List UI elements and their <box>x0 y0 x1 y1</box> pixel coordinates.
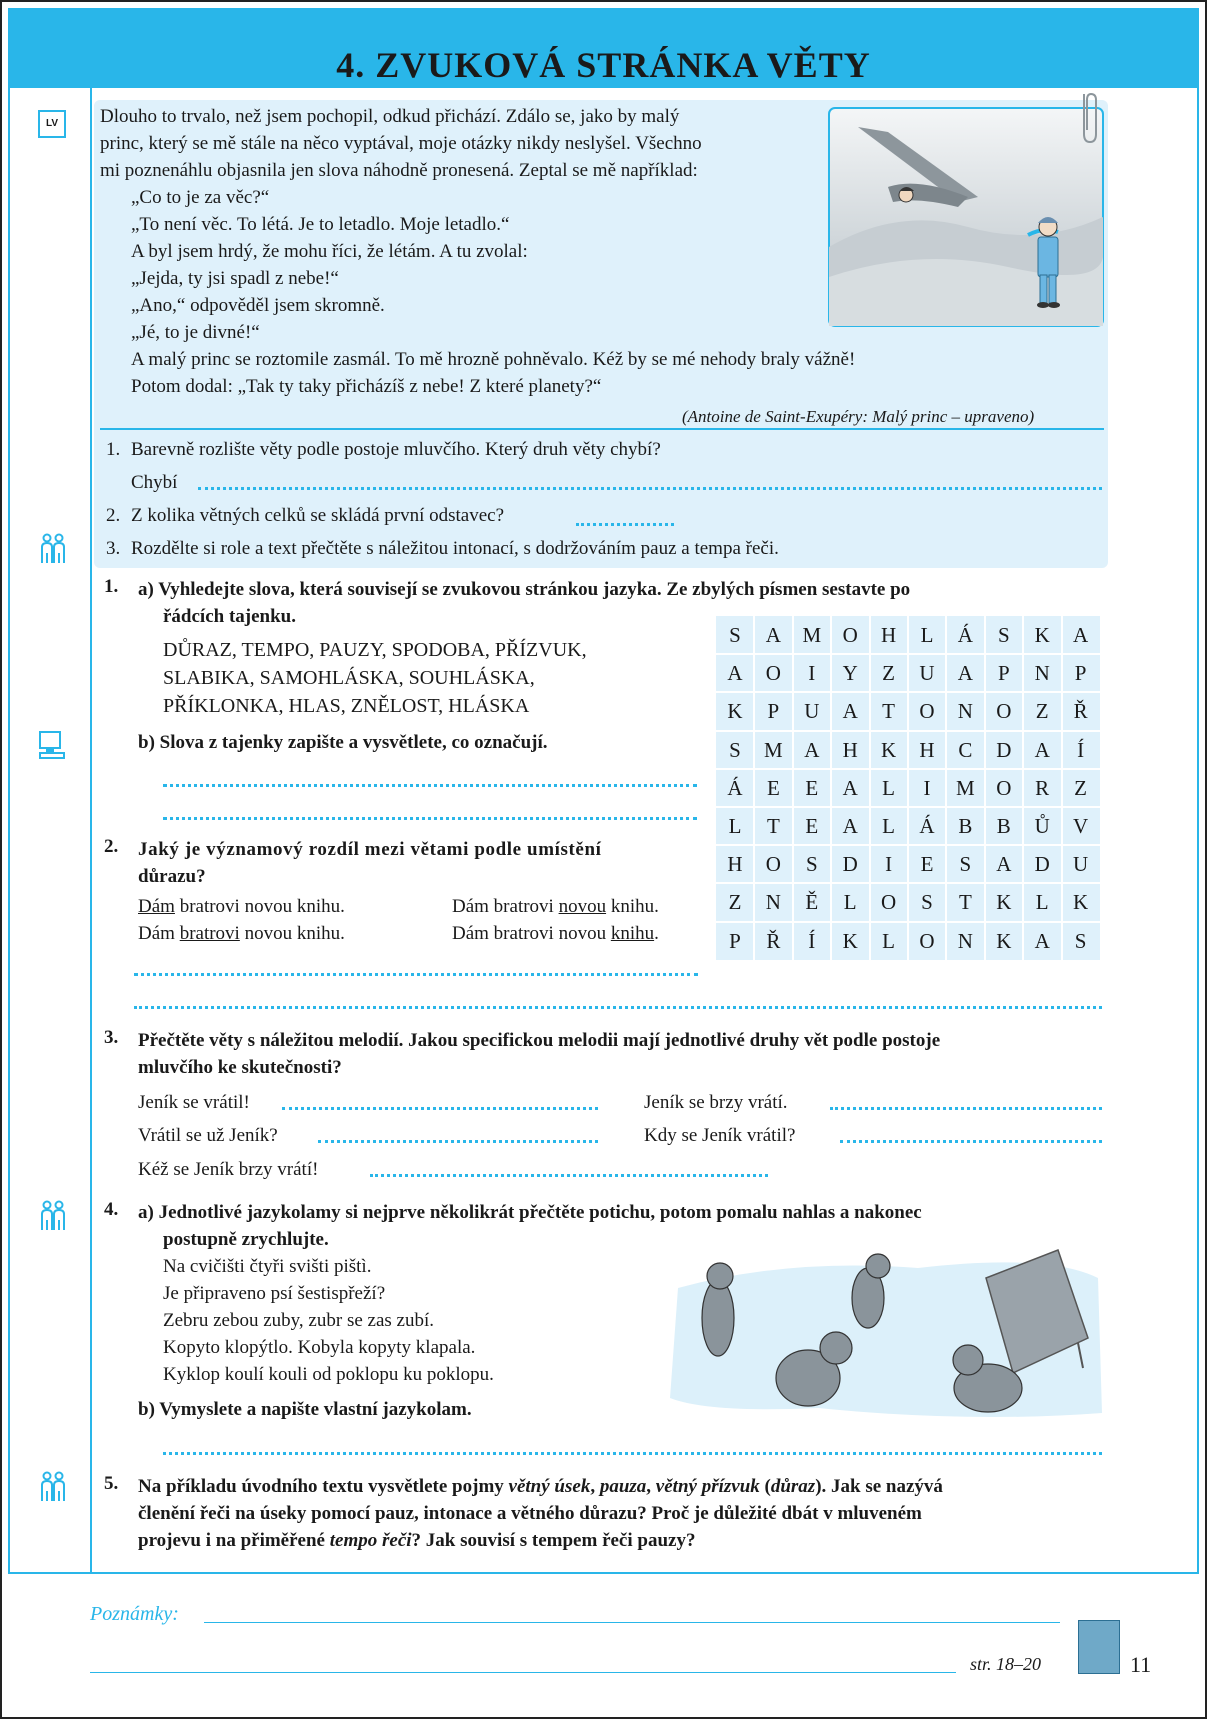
word-list-line: PŘÍKLONKA, HLAS, ZNĚLOST, HLÁSKA <box>163 695 530 717</box>
grid-letter[interactable]: Z <box>1035 699 1049 724</box>
exercise-instruction: a) Jednotlivé jazykolamy si nejprve několikrát přečtěte potichu, potom pomalu nahlas a nakonec <box>138 1202 922 1223</box>
sentence <box>138 893 345 920</box>
grid-letter[interactable]: Y <box>842 661 858 686</box>
grid-letter[interactable]: Ů <box>1034 814 1050 838</box>
grid-letter[interactable]: Z <box>882 661 895 686</box>
task-number: 3. <box>106 538 121 559</box>
grid-letter[interactable]: D <box>842 852 858 877</box>
tongue-twister: Na cvičišti čtyři svišti pištì. <box>163 1256 372 1277</box>
grid-letter[interactable]: N <box>1034 661 1050 686</box>
grid-letter[interactable]: B <box>958 814 973 838</box>
reading-line: „Ano,“ odpověděl jsem skromně. <box>131 295 385 316</box>
notes-line[interactable] <box>90 1672 956 1673</box>
sentence: Kdy se Jeník vrátil? <box>644 1125 796 1146</box>
grid-letter[interactable]: Ř <box>766 928 781 953</box>
grid-letter[interactable]: U <box>1073 852 1089 877</box>
grid-letter[interactable]: B <box>996 814 1011 838</box>
grid-letter[interactable]: U <box>919 661 935 686</box>
computer-icon <box>37 730 67 760</box>
grid-letter[interactable]: O <box>765 661 781 686</box>
grid-letter[interactable]: V <box>1073 814 1089 838</box>
ex5-term: větný úsek <box>508 1476 591 1497</box>
answer-line[interactable] <box>134 973 698 976</box>
grid-letter[interactable]: K <box>727 699 743 724</box>
margin-divider <box>90 88 92 1572</box>
sentence-start: Dám <box>138 923 180 944</box>
grid-letter[interactable]: P <box>729 928 741 953</box>
grid-letter[interactable]: U <box>804 699 820 724</box>
grid-letter[interactable]: E <box>805 775 819 800</box>
grid-letter[interactable]: A <box>765 623 781 647</box>
grid-letter[interactable]: S <box>729 737 741 762</box>
grid-line <box>1061 616 1063 960</box>
grid-line <box>716 691 1100 693</box>
answer-line[interactable] <box>163 784 697 787</box>
ex5-text: ( <box>759 1476 771 1497</box>
answer-line[interactable] <box>163 817 697 820</box>
reading-line: „Jé, to je divné!“ <box>131 322 260 343</box>
grid-letter[interactable]: A <box>1073 623 1089 647</box>
grid-line <box>716 730 1100 732</box>
sentence: Kéž se Jeník brzy vrátí! <box>138 1159 319 1180</box>
grid-letter[interactable]: Á <box>957 623 973 647</box>
grid-letter[interactable]: M <box>956 775 975 800</box>
grid-letter[interactable]: Í <box>1077 737 1085 762</box>
grid-letter[interactable]: Ě <box>805 890 819 915</box>
grid-letter[interactable]: Í <box>808 928 816 953</box>
grid-line <box>907 616 909 960</box>
exercise-instruction: členění řeči na úseky pomocí pauz, intonace a větného důrazu? Proč je důležité dbát v mluveném <box>138 1503 922 1524</box>
reading-line: A byl jsem hrdý, že mohu říci, že létám. A tu zvolal: <box>131 241 528 262</box>
grid-letter[interactable]: Ř <box>1073 699 1088 724</box>
grid-letter[interactable]: L <box>920 623 934 647</box>
ex5-text: ? Jak souvisí s tempem řeči pauzy? <box>411 1530 696 1551</box>
answer-line[interactable] <box>830 1107 1102 1110</box>
ex5-text: Na příkladu úvodního textu vysvětlete pojmy <box>138 1476 509 1497</box>
sentence-start: Dám bratrovi <box>452 896 559 917</box>
grid-letter[interactable]: L <box>728 814 742 838</box>
reading-divider <box>100 428 1104 430</box>
grid-line <box>716 653 1100 655</box>
grid-letter[interactable]: A <box>1034 737 1050 762</box>
exercise-instruction: Přečtěte věty s náležitou melodií. Jakou specifickou melodii mají jednotlivé druhy vět podle postoje <box>138 1030 941 1051</box>
reading-line: „To není věc. To létá. Je to letadlo. Moje letadlo.“ <box>131 214 510 235</box>
grid-letter[interactable]: T <box>882 699 895 724</box>
grid-letter[interactable]: N <box>765 890 781 915</box>
exercise-instruction: Jaký je významový rozdíl mezi větami podle umístění <box>138 839 602 860</box>
grid-letter[interactable]: T <box>766 814 780 838</box>
pair-of-people-icon <box>38 1200 68 1232</box>
sentence: Vrátil se už Jeník? <box>138 1125 278 1146</box>
tongue-twister: Zebru zebou zuby, zubr se zas zubí. <box>163 1310 434 1331</box>
sentence-rest: bratrovi novou knihu. <box>174 896 345 917</box>
grid-letter[interactable]: A <box>804 737 820 762</box>
answer-line[interactable] <box>576 523 674 526</box>
grid-letter[interactable]: O <box>996 699 1012 724</box>
grid-letter[interactable]: A <box>957 661 973 686</box>
title-bar <box>8 8 1199 88</box>
reading-source: (Antoine de Saint-Exupéry: Malý princ – upraveno) <box>682 407 1035 426</box>
grid-letter[interactable]: Z <box>1074 775 1087 800</box>
exercise-number: 2. <box>104 836 119 857</box>
grid-letter[interactable]: O <box>842 623 858 647</box>
grid-letter[interactable]: S <box>805 852 818 877</box>
grid-line <box>984 616 986 960</box>
ex5-text: , <box>590 1476 600 1497</box>
grid-letter[interactable]: E <box>805 814 819 838</box>
grid-letter[interactable]: A <box>842 699 858 724</box>
marmots-illustration <box>668 1248 1102 1418</box>
grid-letter[interactable]: K <box>996 928 1012 953</box>
ex5-term: tempo řeči <box>329 1530 412 1551</box>
grid-line <box>753 616 755 960</box>
grid-letter[interactable]: N <box>957 928 973 953</box>
exercise-instruction: řádcích tajenku. <box>163 606 296 627</box>
exercise-instruction: mluvčího ke skutečnosti? <box>138 1057 342 1078</box>
grid-line <box>945 616 947 960</box>
grid-letter[interactable]: A <box>842 775 858 800</box>
grid-line <box>792 616 794 960</box>
exercise-number: 3. <box>104 1027 119 1048</box>
grid-letter[interactable]: E <box>920 852 934 877</box>
reading-line: „Co to je za věc?“ <box>131 187 270 208</box>
grid-letter[interactable]: H <box>842 737 858 762</box>
answer-line[interactable] <box>840 1140 1102 1143</box>
ex5-text: ). Jak se nazývá <box>815 1476 943 1497</box>
page-title: 4. ZVUKOVÁ STRÁNKA VĚTY <box>336 45 871 85</box>
sentence-rest: novou knihu. <box>239 923 345 944</box>
page-number: 11 <box>1130 1652 1152 1677</box>
notes-line[interactable] <box>204 1622 1060 1623</box>
ex5-term: důraz <box>770 1476 816 1497</box>
grid-letter[interactable]: H <box>919 737 935 762</box>
grid-letter[interactable]: O <box>919 928 935 953</box>
ex5-term: pauza <box>599 1476 647 1497</box>
little-prince-illustration <box>828 107 1104 327</box>
sentence: Jeník se vrátil! <box>138 1092 250 1113</box>
exercise-number: 4. <box>104 1199 119 1220</box>
reading-line: A malý princ se roztomile zasmál. To mě hrozně pohněvalo. Kéž by se mé nehody braly vážně! <box>131 349 856 370</box>
sentence-rest: knihu. <box>606 896 659 917</box>
grid-letter[interactable]: L <box>882 814 895 838</box>
tongue-twister: Kopyto klopýtlo. Kobyla kopyty klapala. <box>163 1337 476 1358</box>
grid-letter[interactable]: H <box>727 852 743 877</box>
grid-letter[interactable]: I <box>923 775 931 800</box>
sentence <box>138 920 345 947</box>
grid-letter[interactable]: P <box>767 699 780 724</box>
grid-letter[interactable]: D <box>1034 852 1050 877</box>
grid-line <box>1022 616 1024 960</box>
grid-letter[interactable]: K <box>842 928 858 953</box>
exercise-instruction <box>138 1527 695 1554</box>
sentence-rest: . <box>654 923 659 944</box>
answer-line[interactable] <box>282 1107 598 1110</box>
answer-line[interactable] <box>318 1140 598 1143</box>
exercise-instruction: postupně zrychlujte. <box>163 1229 329 1250</box>
exercise-instruction: důrazu? <box>138 866 206 887</box>
ex5-text: projevu i na přiměřené <box>138 1530 330 1551</box>
notes-label: Poznámky: <box>90 1603 179 1625</box>
grid-letter[interactable]: E <box>766 775 780 800</box>
grid-letter[interactable]: A <box>842 814 858 838</box>
task-text: Rozdělte si role a text přečtěte s náležitou intonací, s dodržováním pauz a tempa řeči. <box>131 538 779 559</box>
grid-letter[interactable]: A <box>996 852 1012 877</box>
grid-letter[interactable]: O <box>765 852 781 877</box>
paper-clip-icon <box>1076 90 1102 148</box>
task-number: 2. <box>106 505 121 526</box>
frame-right <box>1197 88 1199 1573</box>
grid-letter[interactable]: T <box>958 890 972 915</box>
grid-letter[interactable]: L <box>843 890 857 915</box>
textbook-cover-icon <box>1078 1620 1120 1674</box>
pair-of-people-icon <box>38 1471 68 1503</box>
grid-letter[interactable]: L <box>882 775 895 800</box>
grid-letter[interactable]: C <box>958 737 973 762</box>
grid-letter[interactable]: K <box>1034 623 1050 647</box>
reading-line: princ, který se mě stále na něco vyptával, moje otázky nikdy neslyšel. Všechno <box>100 133 702 154</box>
letter-grid <box>716 616 1100 960</box>
task-label: Chybí <box>131 472 178 493</box>
grid-letter[interactable]: S <box>959 852 972 877</box>
grid-letter[interactable]: A <box>1034 928 1050 953</box>
exercise-instruction <box>138 1473 943 1500</box>
grid-line <box>716 768 1100 770</box>
frame-left <box>8 88 10 1573</box>
grid-letter[interactable]: I <box>885 852 893 877</box>
textbook-reference: str. 18–20 <box>970 1654 1042 1674</box>
task-number: 1. <box>106 439 121 460</box>
grid-letter[interactable]: Á <box>919 814 935 838</box>
grid-letter[interactable]: A <box>727 661 743 686</box>
grid-letter[interactable]: R <box>1035 775 1050 800</box>
reading-line: Potom dodal: „Tak ty taky přicházíš z nebe! Z které planety?“ <box>131 376 602 397</box>
word-list-line: SLABIKA, SAMOHLÁSKA, SOUHLÁSKA, <box>163 667 535 689</box>
grid-letter[interactable]: O <box>996 775 1012 800</box>
lv-icon: LV <box>38 110 66 138</box>
grid-letter[interactable]: H <box>881 623 897 647</box>
exercise-instruction: b) Slova z tajenky zapište a vysvětlete, co označují. <box>138 732 548 753</box>
grid-letter[interactable]: S <box>921 890 933 915</box>
grid-line <box>716 844 1100 846</box>
grid-letter[interactable]: L <box>882 928 895 953</box>
grid-letter[interactable]: Z <box>728 890 742 915</box>
grid-line <box>869 616 871 960</box>
ex5-text: , <box>646 1476 656 1497</box>
grid-letter[interactable]: Á <box>727 775 743 800</box>
reading-line: „Jejda, ty jsi spadl z nebe!“ <box>131 268 339 289</box>
task-text: Z kolika větných celků se skládá první odstavec? <box>131 505 505 526</box>
grid-line <box>830 616 832 960</box>
answer-line[interactable] <box>163 1452 1102 1455</box>
grid-letter[interactable]: M <box>764 737 783 762</box>
grid-letter[interactable]: M <box>802 623 822 647</box>
reading-line: Dlouho to trvalo, než jsem pochopil, odkud přichází. Zdálo se, jako by malý <box>100 106 680 127</box>
grid-line <box>716 806 1100 808</box>
grid-letter[interactable]: O <box>881 890 897 915</box>
stressed-word: novou <box>558 896 607 917</box>
grid-letter[interactable]: N <box>957 699 973 724</box>
grid-letter[interactable]: P <box>997 661 1010 686</box>
answer-line[interactable] <box>370 1174 768 1177</box>
exercise-number: 1. <box>104 576 119 597</box>
ex5-term: větný přízvuk <box>655 1476 760 1497</box>
grid-letter[interactable]: I <box>808 661 816 686</box>
sentence <box>452 893 659 920</box>
sentence: Jeník se brzy vrátí. <box>644 1092 788 1113</box>
task-text: Barevně rozlište věty podle postoje mluvčího. Který druh věty chybí? <box>131 439 661 460</box>
grid-line <box>716 882 1100 884</box>
exercise-instruction: b) Vymyslete a napište vlastní jazykolam. <box>138 1399 472 1420</box>
grid-letter[interactable]: D <box>996 737 1012 762</box>
answer-line[interactable] <box>198 487 1102 490</box>
grid-letter[interactable]: S <box>729 623 741 647</box>
grid-letter[interactable]: S <box>1074 928 1087 953</box>
grid-letter[interactable]: K <box>1073 890 1089 915</box>
stressed-word: Dám <box>138 896 175 917</box>
grid-letter[interactable]: K <box>996 890 1012 915</box>
sentence <box>452 920 659 947</box>
exercise-instruction: a) Vyhledejte slova, která souvisejí se zvukovou stránkou jazyka. Ze zbylých písmen sestavte po <box>138 579 911 600</box>
reading-line: mi poznenáhlu objasnila jen slova náhodně pronesená. Zeptal se mě například: <box>100 160 698 181</box>
stressed-word: knihu <box>610 923 655 944</box>
grid-letter[interactable]: L <box>1035 890 1049 915</box>
grid-letter[interactable]: P <box>1074 661 1087 686</box>
sentence-start: Dám bratrovi novou <box>452 923 611 944</box>
grid-letter[interactable]: K <box>881 737 897 762</box>
grid-letter[interactable]: O <box>919 699 935 724</box>
pair-of-people-icon <box>38 533 68 565</box>
answer-line[interactable] <box>134 1006 1102 1009</box>
grid-line <box>716 921 1100 923</box>
frame-bottom <box>8 1572 1199 1574</box>
stressed-word: bratrovi <box>179 923 240 944</box>
exercise-number: 5. <box>104 1473 119 1494</box>
tongue-twister: Kyklop koulí kouli od poklopu ku poklopu. <box>163 1364 494 1385</box>
tongue-twister: Je připraveno psí šestispřeží? <box>163 1283 386 1304</box>
word-list-line: DŮRAZ, TEMPO, PAUZY, SPODOBA, PŘÍZVUK, <box>163 639 587 661</box>
grid-letter[interactable]: S <box>997 623 1010 647</box>
